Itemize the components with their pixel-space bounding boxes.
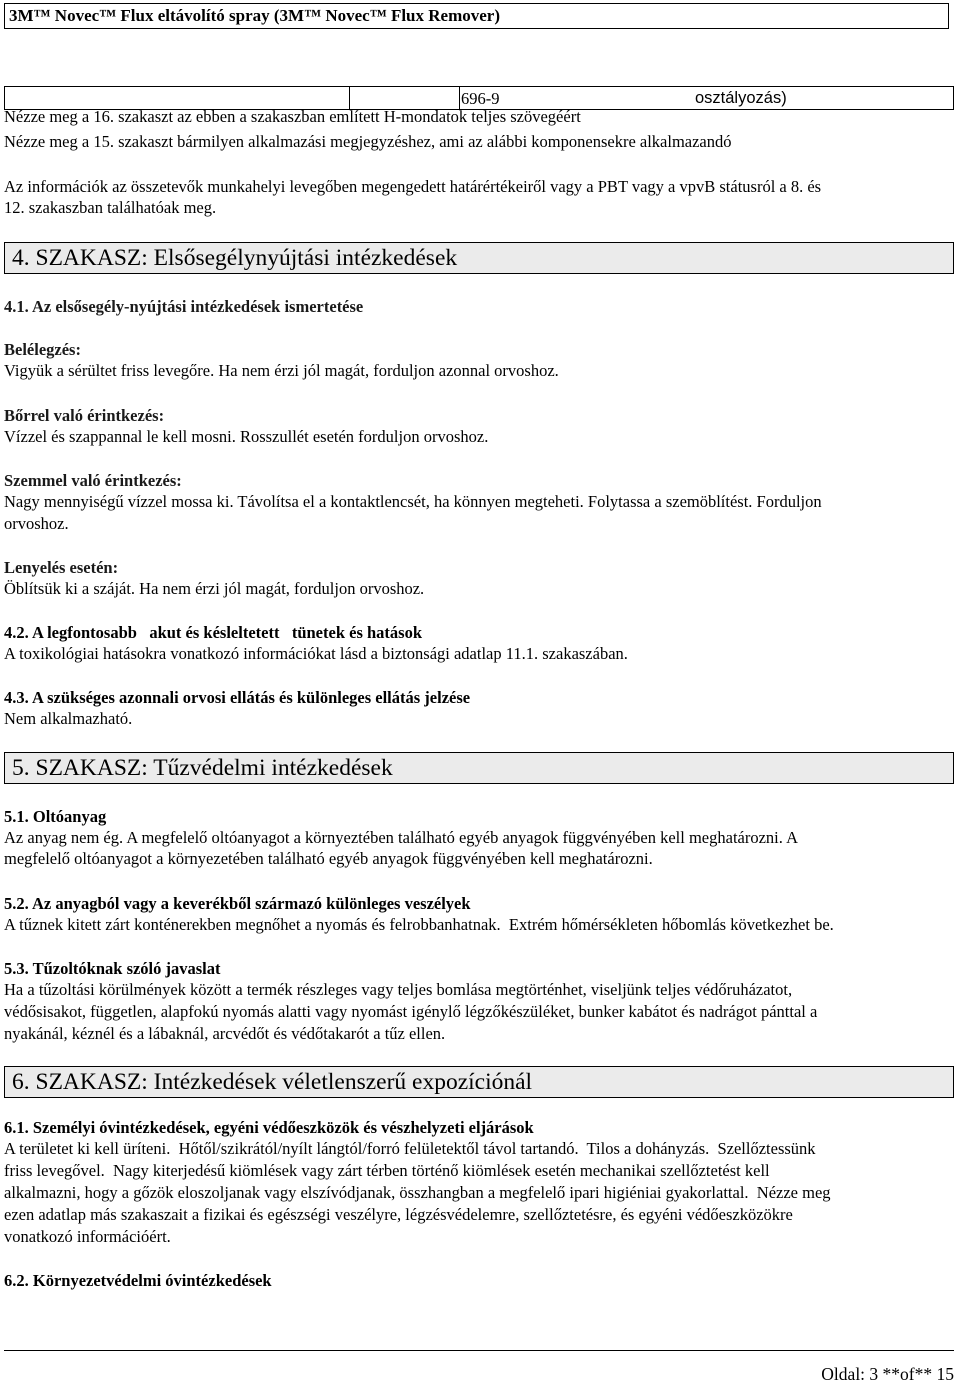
subsection-6-1-text: friss levegővel. Nagy kiterjedésű kiömlések vagy zárt térben történő kiömlések esetén mechanikai szellőztetést kell [4, 1161, 770, 1180]
subsection-5-3-text: védősisakot, független, alapfokú nyomás alatti vagy nyomást igénylő légzőkészüléket, bunker kabátot és nadrágot pánttal a [4, 1002, 818, 1021]
section-6-title: 6. SZAKASZ: Intézkedések véletlenszerű expozíciónál [12, 1069, 533, 1095]
exposure-info-line: 12. szakaszban találhatóak meg. [4, 198, 217, 217]
section-4-heading [4, 242, 954, 274]
note-line: Nézze meg a 15. szakaszt bármilyen alkalmazási megjegyzéshez, ami az alábbi komponensekre alkalmazandó [4, 132, 732, 151]
eye-contact-text: orvoshoz. [4, 514, 69, 533]
subsection-4-2-title: 4.2. A legfontosabb akut és késleltetett tünetek és hatások [4, 623, 423, 642]
exposure-info-line: Az információk az összetevők munkahelyi levegőben megengedett határértékeiről vagy a PBT vagy a vpvB státusról a 8. és [4, 177, 822, 196]
table-cell-classification: osztályozás) [695, 89, 787, 107]
section-5-heading [4, 752, 954, 784]
subsection-4-3-title: 4.3. A szükséges azonnali orvosi ellátás és különleges ellátás jelzése [4, 688, 471, 707]
subsection-6-1-text: A területet ki kell üríteni. Hőtől/szikrától/nyílt lángtól/forró felületektől távol tartandó. Tilos a dohányzás. Szellőztessünk [4, 1139, 816, 1158]
subsection-5-1-text: Az anyag nem ég. A megfelelő oltóanyagot a környeztében található egyéb anyagok függvényében kell meghatározni. A [4, 828, 799, 847]
subsection-4-1-title: 4.1. Az elsősegély-nyújtási intézkedések ismertetése [4, 297, 364, 316]
footer-divider [4, 1350, 954, 1351]
table-cell-value: 696-9 [461, 89, 500, 108]
subsection-6-1-text: alkalmazni, hogy a gőzök eloszoljanak vagy elszívódjanak, összhangban a megfelelő ipari higiéniai gyakorlattal. Nézze meg [4, 1183, 831, 1202]
skin-contact-label: Bőrrel való érintkezés: [4, 406, 165, 425]
subsection-4-2-text: A toxikológiai hatásokra vonatkozó információkat lásd a biztonsági adatlap 11.1. szakaszában. [4, 644, 628, 663]
subsection-6-1-text: ezen adatlap más szakaszait a fizikai és egészségi veszélyre, légzésvédelemre, szellőztetésre, és egyéni védőeszközökre [4, 1205, 793, 1224]
document-title: 3M™ Novec™ Flux eltávolító spray (3M™ Novec™ Flux Remover) [9, 6, 500, 25]
inhalation-label: Belélegzés: [4, 340, 81, 359]
subsection-5-1-title: 5.1. Oltóanyag [4, 807, 107, 826]
section-5-title: 5. SZAKASZ: Tűzvédelmi intézkedések [12, 755, 393, 781]
inhalation-text: Vigyük a sérültet friss levegőre. Ha nem érzi jól magát, forduljon azonnal orvoshoz. [4, 361, 559, 380]
note-line: Nézze meg a 16. szakaszt az ebben a szakaszban említett H-mondatok teljes szövegéért [4, 107, 581, 126]
ingestion-label: Lenyelés esetén: [4, 558, 119, 577]
subsection-5-1-text: megfelelő oltóanyagot a környezetében található egyéb anyagok függvényében kell meghatározni. [4, 849, 653, 868]
subsection-6-1-title: 6.1. Személyi óvintézkedések, egyéni védőeszközök és vészhelyzeti eljárások [4, 1118, 534, 1137]
section-4-title: 4. SZAKASZ: Elsősegélynyújtási intézkedések [12, 245, 458, 271]
skin-contact-text: Vízzel és szappannal le kell mosni. Rosszullét esetén forduljon orvoshoz. [4, 427, 489, 446]
subsection-5-3-text: nyakánál, kéznél és a lábaknál, arcvédőt és védőtakarót a tűz ellen. [4, 1024, 446, 1043]
section-6-heading [4, 1066, 954, 1098]
subsection-4-3-text: Nem alkalmazható. [4, 709, 133, 728]
ingestion-text: Öblítsük ki a száját. Ha nem érzi jól magát, forduljon orvoshoz. [4, 579, 425, 598]
subsection-5-3-title: 5.3. Tűzoltóknak szóló javaslat [4, 959, 221, 978]
document-header [4, 3, 949, 29]
subsection-5-3-text: Ha a tűzoltási körülmények között a termék részleges vagy teljes bomlása megtörténhet, viseljünk teljes védőruházatot, [4, 980, 793, 999]
subsection-6-2-title: 6.2. Környezetvédelmi óvintézkedések [4, 1271, 272, 1290]
subsection-6-1-text: vonatkozó információért. [4, 1227, 171, 1246]
page-number: Oldal: 3 **of** 15 [821, 1364, 954, 1384]
subsection-5-2-title: 5.2. Az anyagból vagy a keverékből származó különleges veszélyek [4, 894, 471, 913]
eye-contact-text: Nagy mennyiségű vízzel mossa ki. Távolítsa el a kontaktlencsét, ha könnyen megteheti. Folytassa a szemöblítést. Forduljon [4, 492, 822, 511]
eye-contact-label: Szemmel való érintkezés: [4, 471, 182, 490]
subsection-5-2-text: A tűznek kitett zárt konténerekben megnőhet a nyomás és felrobbanhatnak. Extrém hőmérsékleten hőbomlás következhet be. [4, 915, 834, 934]
